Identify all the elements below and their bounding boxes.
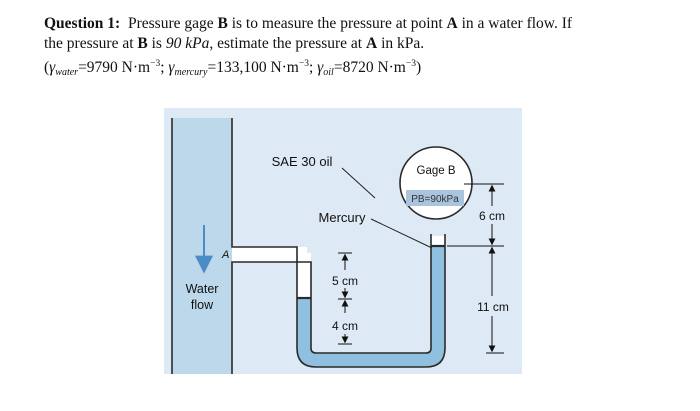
dim-4cm-label: 4 cm bbox=[331, 319, 359, 333]
text-segment: , estimate the pressure at bbox=[209, 35, 366, 52]
sae-oil-label: SAE 30 oil bbox=[271, 154, 333, 169]
text-segment: is bbox=[147, 35, 166, 52]
dim-5cm-label: 5 cm bbox=[331, 274, 359, 288]
exponent: −3 bbox=[405, 59, 416, 69]
dim-6cm-label: 6 cm bbox=[478, 209, 506, 223]
specific-weight-oil: =8720 N·m bbox=[333, 59, 406, 76]
gamma-symbol: γ bbox=[168, 59, 175, 76]
connector-pipe-down bbox=[297, 253, 311, 298]
exponent: −3 bbox=[150, 59, 161, 69]
dim-11cm-label: 11 cm bbox=[477, 300, 509, 314]
text-segment: the pressure at bbox=[44, 35, 138, 52]
question-label: Question 1: bbox=[44, 15, 121, 32]
gamma-symbol: γ bbox=[317, 59, 324, 76]
gage-b-dial bbox=[400, 147, 472, 219]
question-line-2 bbox=[44, 34, 684, 54]
gage-b-reading: PB=90kPa bbox=[411, 194, 459, 205]
subscript: oil bbox=[323, 67, 334, 78]
water-channel bbox=[172, 118, 232, 374]
subscript: mercury bbox=[174, 67, 208, 78]
text-segment: in a water flow. If bbox=[457, 15, 573, 32]
text-segment: is to measure the pressure at point bbox=[227, 15, 447, 32]
text-segment: B bbox=[217, 15, 228, 32]
specific-weight-mercury: =133,100 N·m bbox=[207, 59, 299, 76]
text-segment: Pressure gage bbox=[127, 15, 218, 32]
exponent: −3 bbox=[298, 59, 309, 69]
connector-pipe bbox=[232, 247, 307, 262]
specific-weight-water: =9790 N·m bbox=[78, 59, 151, 76]
text-segment: A bbox=[446, 15, 458, 32]
point-a-label: A bbox=[222, 249, 230, 261]
right-tube-oil bbox=[431, 236, 445, 246]
question-line-1 bbox=[44, 14, 684, 34]
question-text bbox=[44, 14, 684, 83]
manometer-figure bbox=[164, 108, 522, 374]
flow-label: flow bbox=[190, 298, 214, 312]
text-segment: in kPa. bbox=[377, 35, 425, 52]
text-segment: A bbox=[366, 35, 378, 52]
mercury-label: Mercury bbox=[318, 210, 366, 225]
gage-b-title: Gage B bbox=[416, 165, 456, 177]
text-segment: 90 kPa bbox=[165, 35, 210, 52]
text-segment: B bbox=[137, 35, 148, 52]
question-line-3: ($\gamma_{water}=9790$ $N\cdot m^{-3}$; $\gamma_{mercury}=133,100$ $N\cdot m^{-3}$; $\gamma_{oil}=8720$ $N\cdot m^{-3}$) bbox=[44, 59, 422, 78]
subscript: water bbox=[55, 67, 79, 78]
water-label: Water bbox=[185, 282, 219, 296]
gamma-symbol: γ bbox=[49, 59, 56, 76]
